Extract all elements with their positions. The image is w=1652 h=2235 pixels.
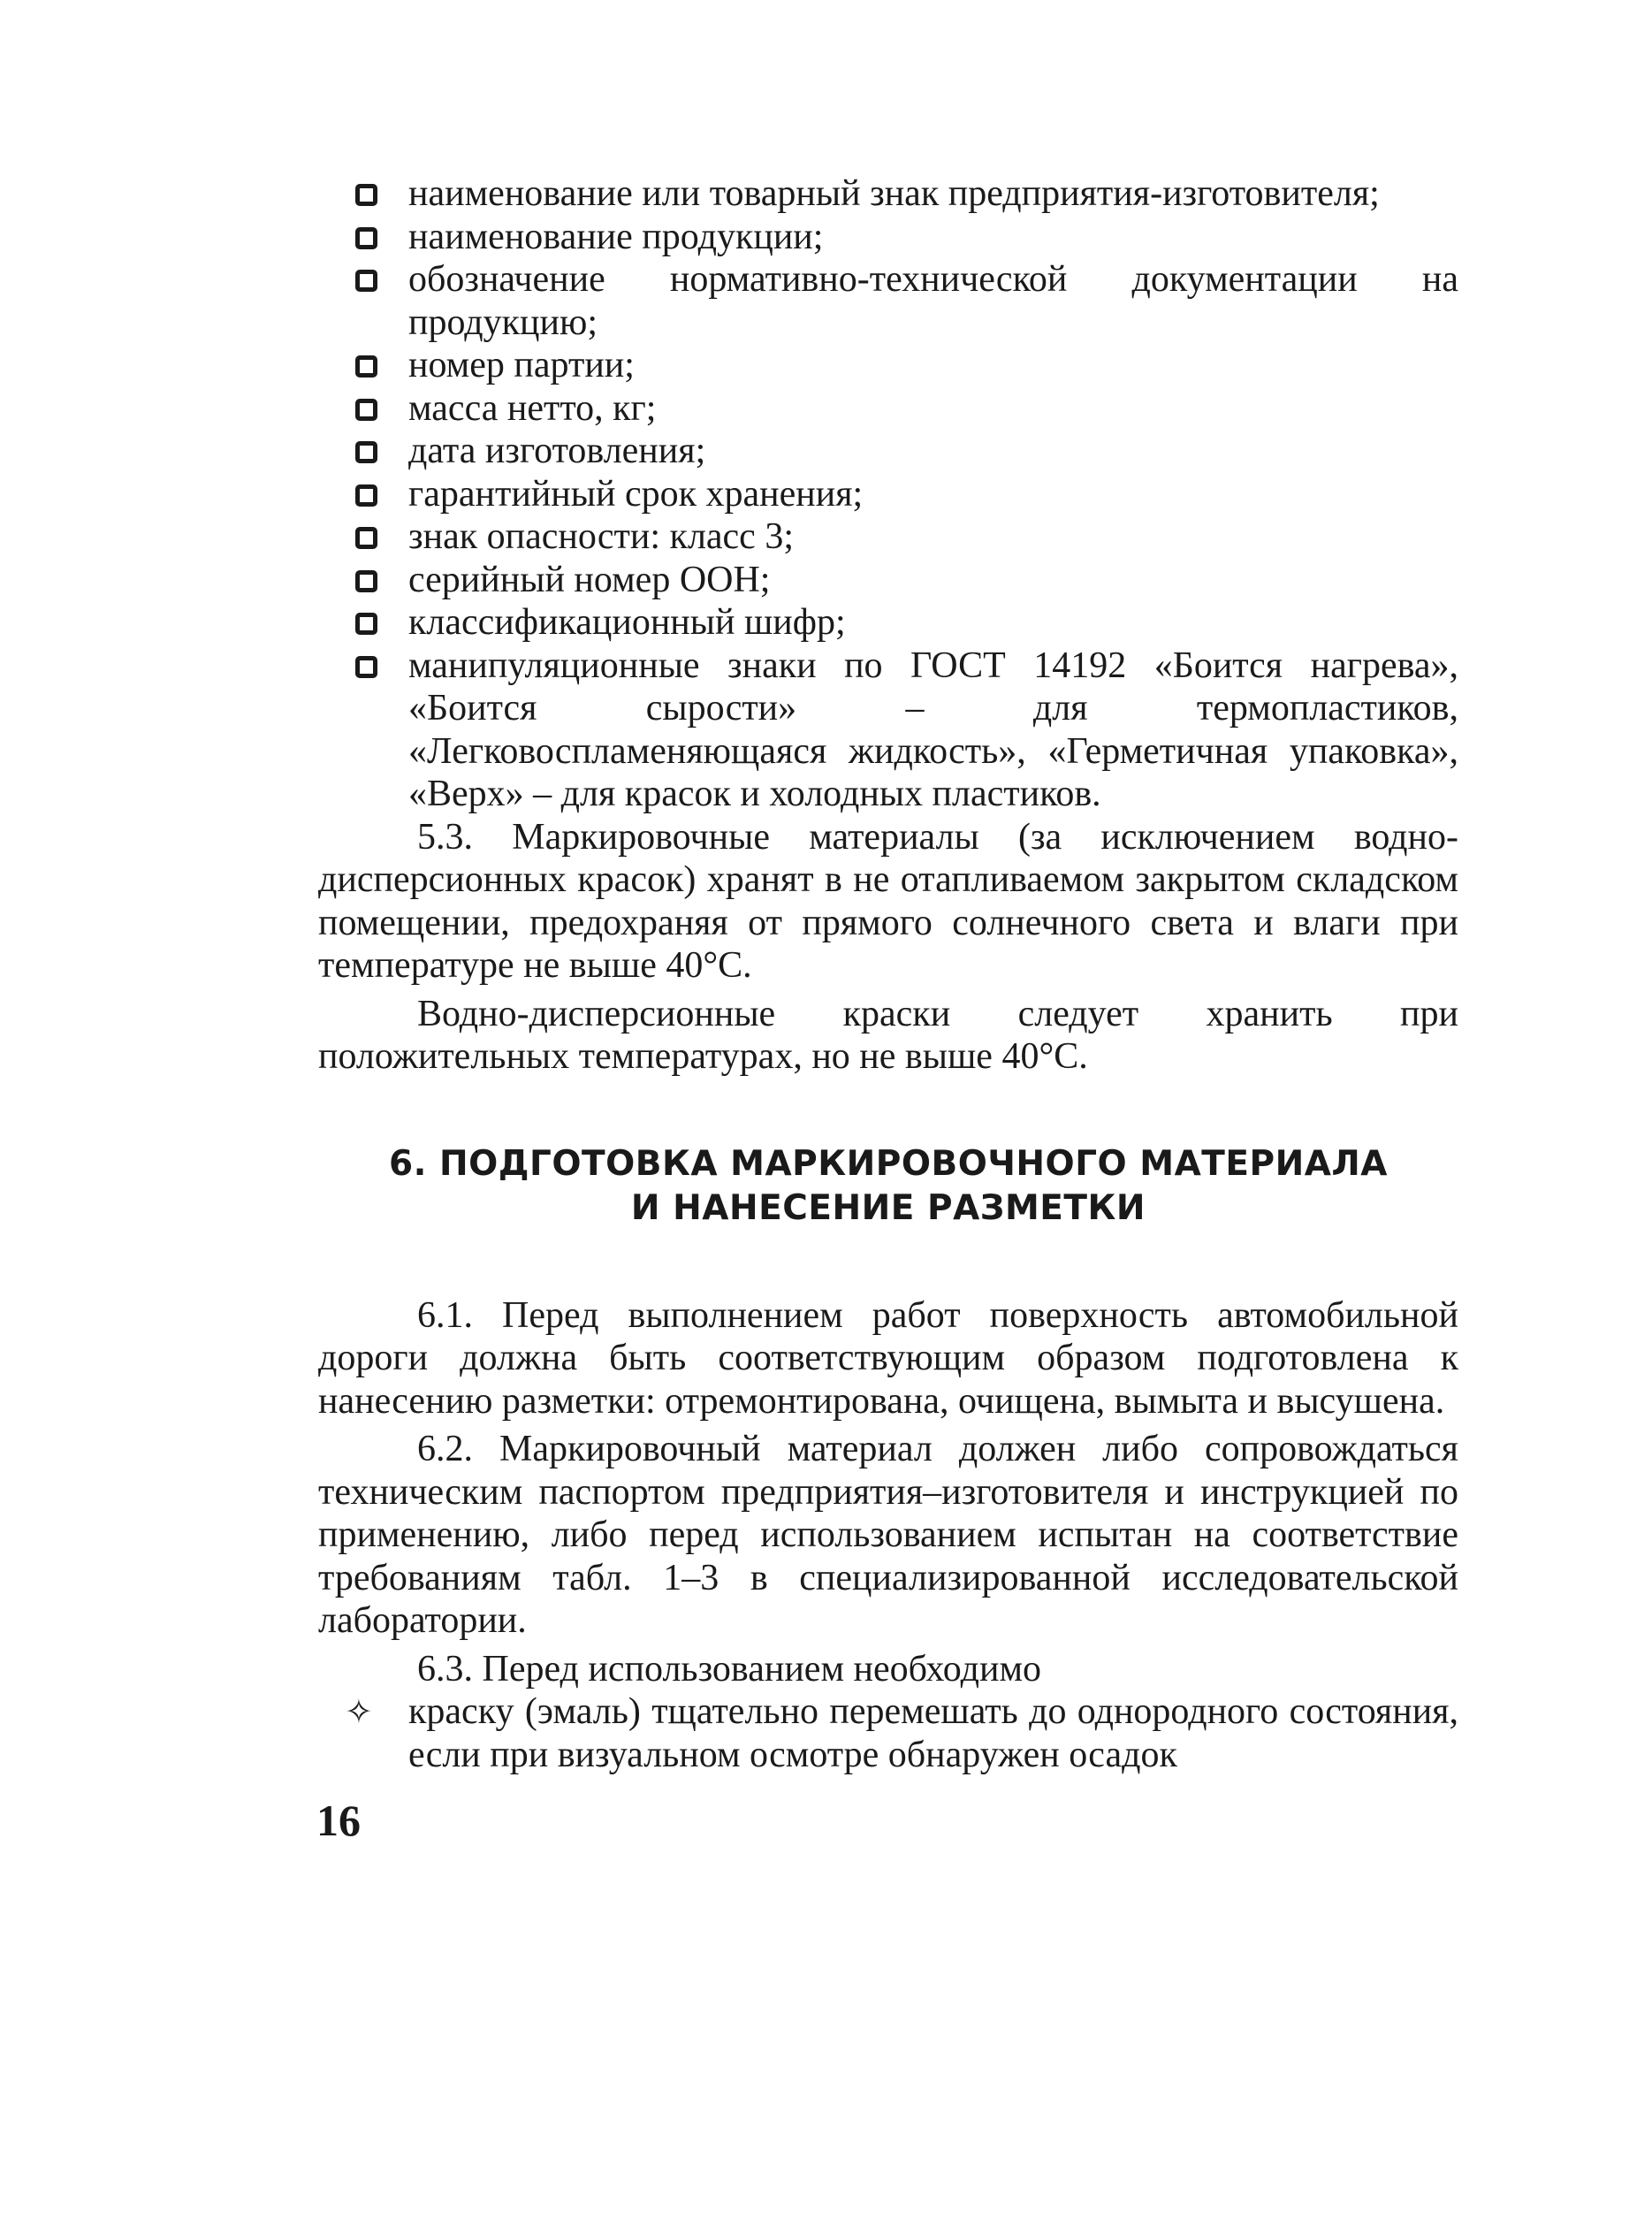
paragraph-water-dispersion: Водно-дисперсионные краски следует хранить при положительных температурах, но не выше 40°С. xyxy=(318,993,1458,1077)
section-heading xyxy=(318,1142,1458,1231)
checkbox-bullet-icon xyxy=(355,484,377,507)
list-item xyxy=(318,216,1458,259)
section-heading-line-2: И НАНЕСЕНИЕ РАЗМЕТКИ xyxy=(630,1187,1146,1228)
list-item xyxy=(318,601,1458,645)
paragraph-6-3: 6.3. Перед использованием необходимо xyxy=(417,1648,1042,1690)
list-item-text: дата изготовления; xyxy=(408,431,706,471)
list-item xyxy=(318,172,1458,216)
list-item xyxy=(318,473,1458,516)
checkbox-bullet-icon xyxy=(355,656,377,678)
list-item xyxy=(318,344,1458,387)
list-item xyxy=(318,430,1458,473)
paragraph-6-2: 6.2. Маркировочный материал должен либо сопровождаться техническим паспортом предприятия–изготовителя и инструкцией по применению, либо перед использованием испытан на соответствие требованиям табл. 1–3 в специализированной исследовательской лаборатории. xyxy=(318,1429,1458,1641)
list-item-text: серийный номер ООН; xyxy=(408,559,771,600)
checkbox-bullet-icon xyxy=(355,355,377,378)
list-item-text: манипуляционные знаки по ГОСТ 14192 «Боится нагрева», «Боится сырости» – для термопластиков, «Легковоспламеняющаяся жидкость», «Герметичная упаковка», «Верх» – для красок и холодных пластиков. xyxy=(408,645,1458,814)
checkbox-bullet-icon xyxy=(355,227,377,249)
section-heading-line-1: 6. ПОДГОТОВКА МАРКИРОВОЧНОГО МАТЕРИАЛА xyxy=(388,1143,1388,1184)
list-item-text: номер партии; xyxy=(408,345,635,385)
list-item xyxy=(318,387,1458,431)
marking-requirements-list xyxy=(318,172,1458,816)
checkbox-bullet-icon xyxy=(355,399,377,421)
list-item-text: краску (эмаль) тщательно перемешать до однородного состояния, если при визуальном осмотре обнаружен осадок xyxy=(408,1691,1458,1775)
checkbox-bullet-icon xyxy=(355,570,377,592)
list-item-text: наименование продукции; xyxy=(408,216,824,257)
list-item xyxy=(318,559,1458,602)
page-number: 16 xyxy=(316,1796,361,1845)
list-item xyxy=(318,258,1458,344)
list-item-text: обозначение нормативно-технической документации на продукцию; xyxy=(408,259,1458,343)
star-bullet-icon: ✧ xyxy=(345,1692,373,1731)
list-item xyxy=(318,1690,1458,1776)
checkbox-bullet-icon xyxy=(355,441,377,463)
page-content xyxy=(318,172,1458,1776)
checkbox-bullet-icon xyxy=(355,527,377,549)
checkbox-bullet-icon xyxy=(355,270,377,292)
paragraph-5-3: 5.3. Маркировочные материалы (за исключением водно-дисперсионных красок) хранят в не отапливаемом закрытом складском помещении, предохраняя от прямого солнечного света и влаги при температуре не выше 40°С. xyxy=(318,816,1458,986)
list-item-text: знак опасности: класс 3; xyxy=(408,516,794,557)
paragraph-6-1: 6.1. Перед выполнением работ поверхность автомобильной дороги должна быть соответствующим образом подготовлена к нанесению разметки: отремонтирована, очищена, вымыта и высушена. xyxy=(318,1294,1458,1422)
list-item xyxy=(318,515,1458,559)
checkbox-bullet-icon xyxy=(355,613,377,635)
list-item-text: масса нетто, кг; xyxy=(408,387,657,429)
list-item xyxy=(318,645,1458,816)
list-item-text: классификационный шифр; xyxy=(408,602,846,643)
list-item-text: гарантийный срок хранения; xyxy=(408,473,864,515)
checkbox-bullet-icon xyxy=(355,184,377,206)
list-item-text: наименование или товарный знак предприятия-изготовителя; xyxy=(408,173,1380,214)
